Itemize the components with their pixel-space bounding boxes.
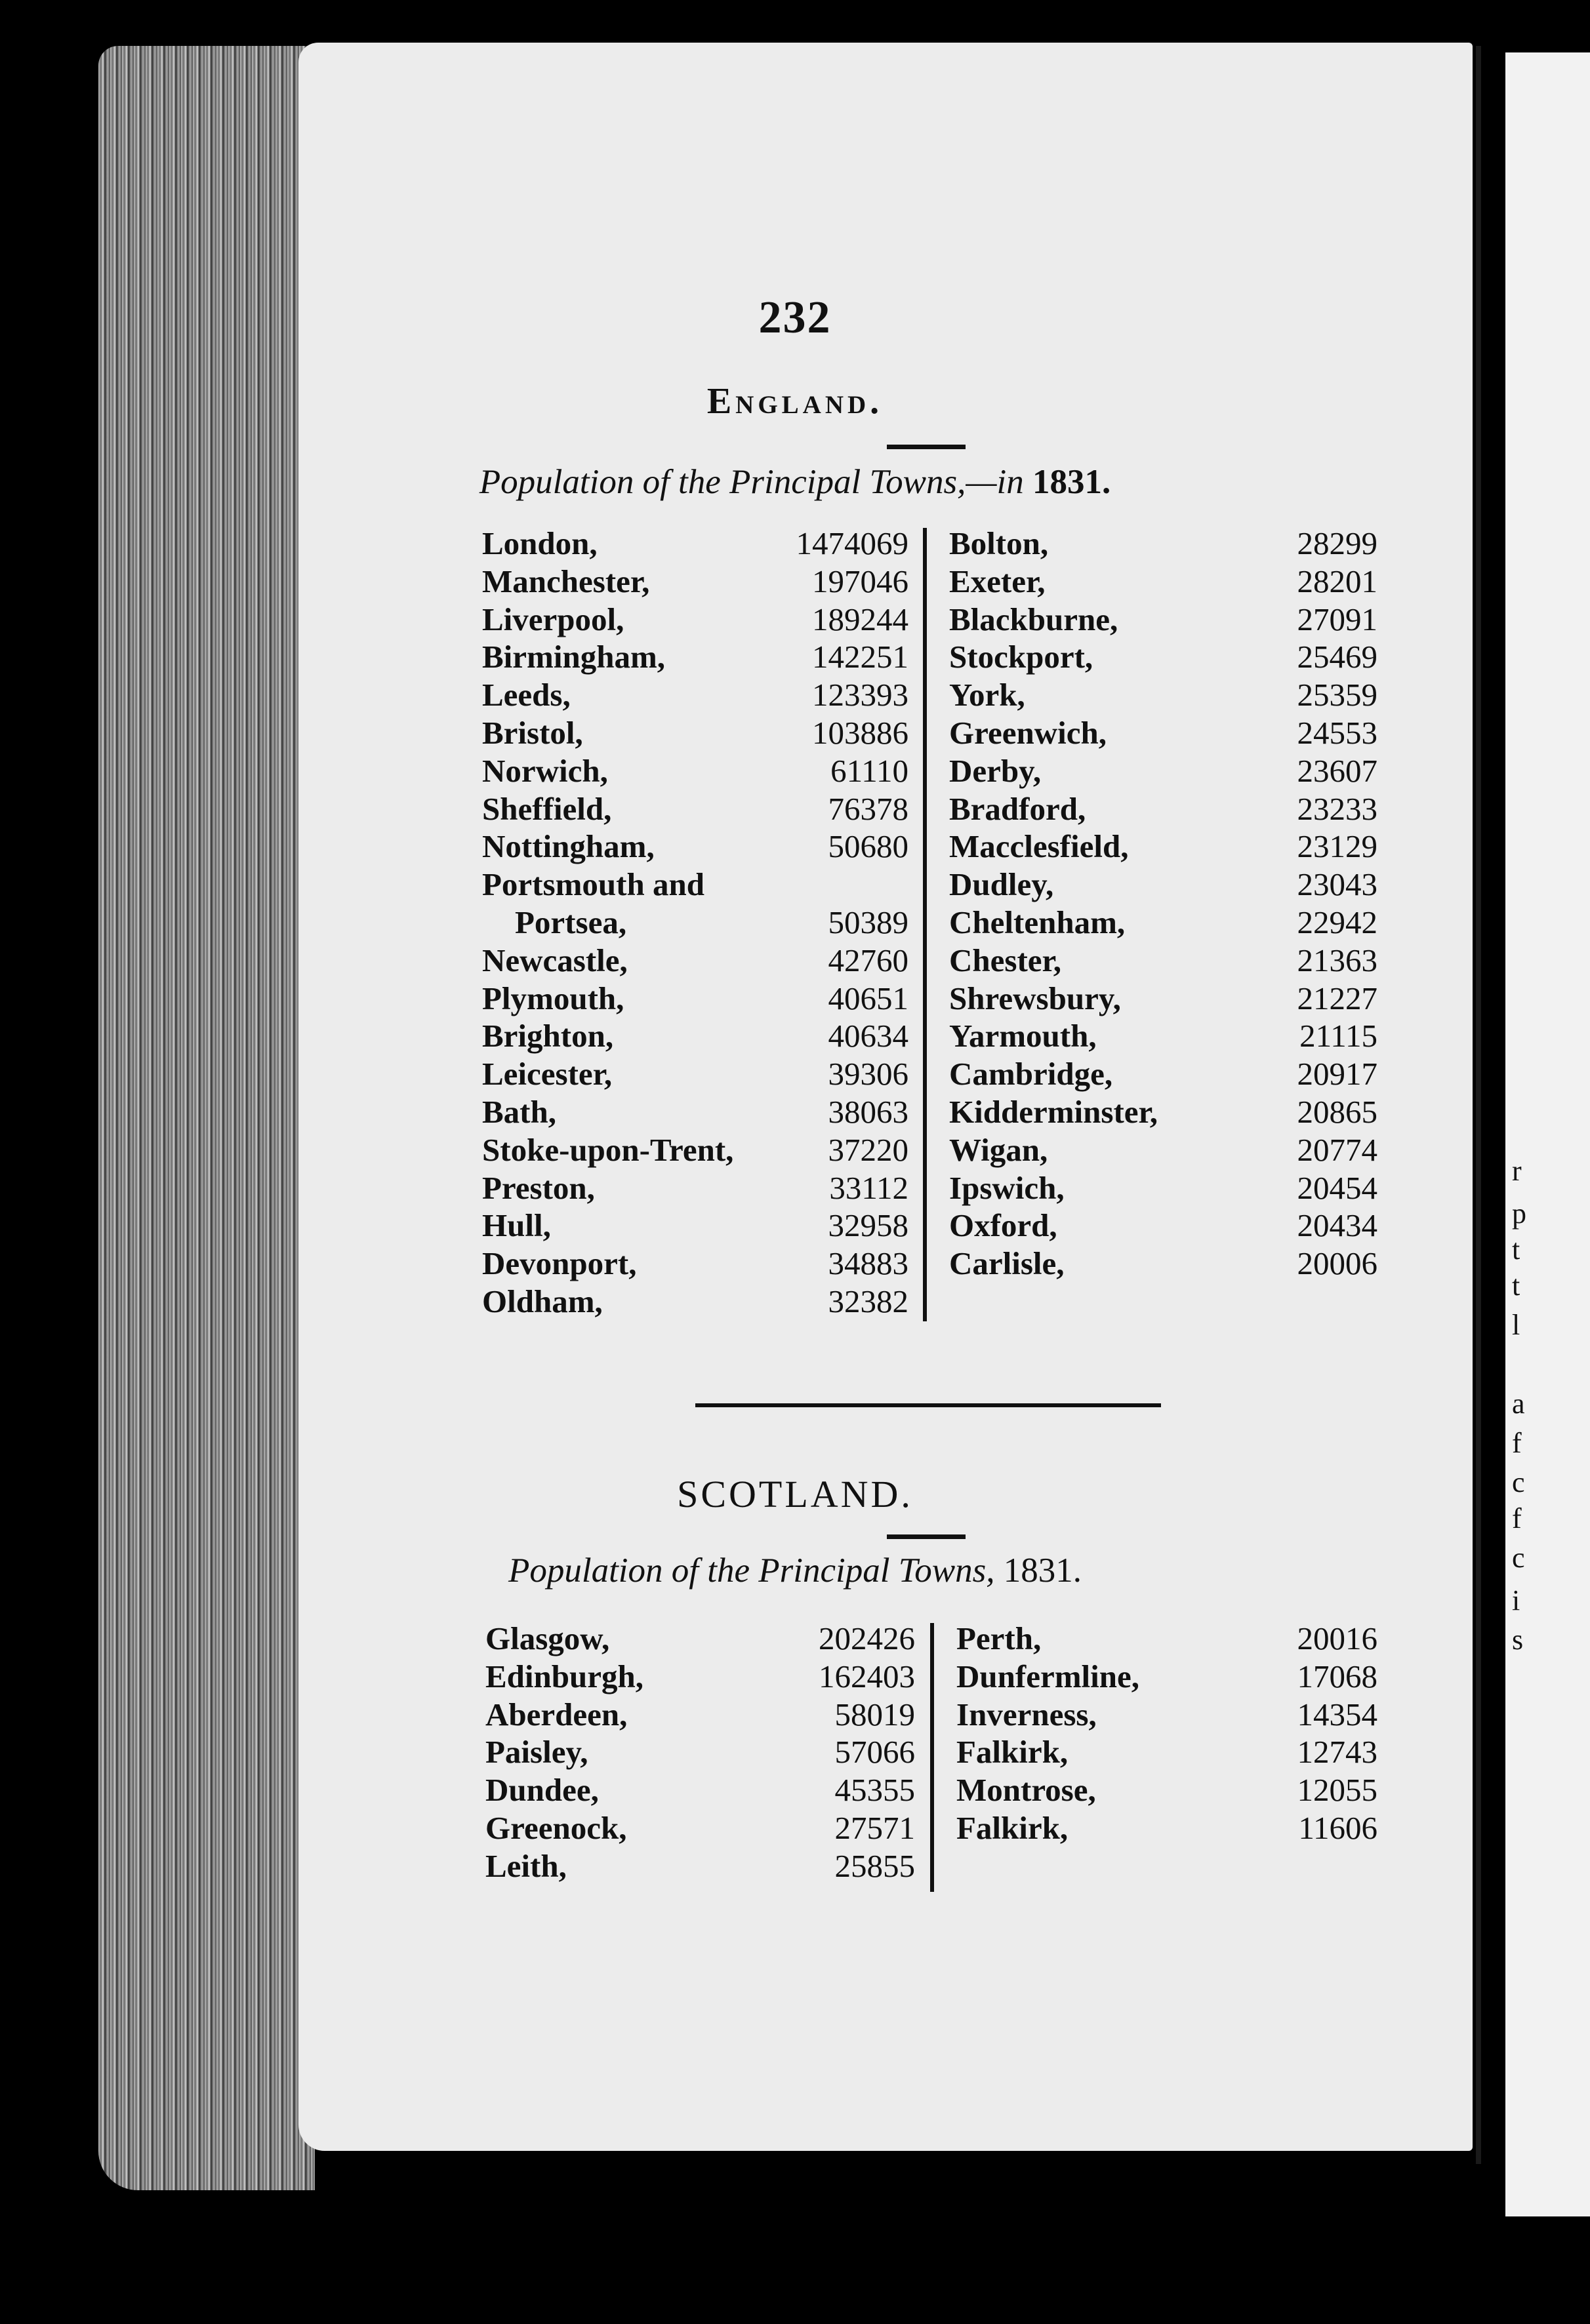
town-name: Bristol,: [482, 715, 583, 751]
town-population: 39306: [828, 1056, 908, 1092]
section-divider-rule: [695, 1403, 1161, 1407]
town-name: Bolton,: [949, 525, 1049, 561]
town-name: Stockport,: [949, 639, 1093, 675]
town-population: 189244: [812, 601, 908, 637]
town-name: Liverpool,: [482, 601, 624, 637]
scotland-town-row: [485, 1847, 915, 1885]
scotland-subtitle-text: Population of the Principal Towns,: [508, 1552, 995, 1590]
town-name: Blackburne,: [949, 601, 1118, 637]
town-name: Aberdeen,: [485, 1696, 628, 1733]
england-town-row: [949, 752, 1377, 790]
town-name: Dunfermline,: [956, 1658, 1139, 1694]
scotland-town-row: [956, 1696, 1377, 1734]
england-town-row: [482, 525, 908, 563]
england-heading-rule: [887, 445, 966, 449]
town-population: 14354: [1297, 1696, 1377, 1733]
england-town-row: [949, 1131, 1377, 1169]
england-town-row: [949, 1093, 1377, 1131]
town-population: 50389: [828, 904, 908, 940]
town-population: 21115: [1299, 1018, 1377, 1054]
facing-page-fragment: l: [1512, 1309, 1520, 1341]
scotland-subtitle: [0, 1551, 1590, 1590]
town-population: 61110: [830, 752, 908, 789]
scotland-town-row: [485, 1733, 915, 1771]
town-name: Derby,: [949, 752, 1042, 789]
scotland-town-row: [956, 1658, 1377, 1696]
town-name: Cambridge,: [949, 1056, 1113, 1092]
town-name: Stoke-upon-Trent,: [482, 1131, 734, 1168]
town-population: 202426: [819, 1620, 915, 1656]
town-population: 40634: [828, 1018, 908, 1054]
england-town-row: [949, 525, 1377, 563]
facing-page-fragment: f: [1512, 1427, 1522, 1459]
town-population: 27091: [1297, 601, 1377, 637]
town-name: Brighton,: [482, 1018, 614, 1054]
scotland-subtitle-year: 1831.: [1003, 1552, 1082, 1590]
town-population: 32382: [828, 1283, 908, 1319]
england-town-row: [949, 676, 1377, 714]
facing-page-fragment: p: [1512, 1197, 1526, 1230]
town-population: 12743: [1297, 1734, 1377, 1771]
page-gutter: [1476, 46, 1481, 2164]
town-population: 20917: [1297, 1056, 1377, 1092]
town-population: 20006: [1297, 1245, 1377, 1282]
town-population: 25469: [1297, 639, 1377, 675]
england-town-row: [482, 714, 908, 752]
town-name: Manchester,: [482, 563, 650, 599]
town-population: 1474069: [796, 525, 908, 561]
town-population: 33112: [829, 1169, 908, 1206]
town-name: London,: [482, 525, 598, 561]
england-town-row: [482, 1093, 908, 1131]
town-population: 58019: [834, 1696, 915, 1733]
town-name: Leith,: [485, 1847, 567, 1884]
england-town-row: [949, 1017, 1377, 1055]
town-population: 123393: [812, 677, 908, 713]
town-population: 28299: [1297, 525, 1377, 561]
town-population: 21363: [1297, 942, 1377, 978]
book-edges: [98, 46, 315, 2190]
england-town-row: [482, 866, 908, 904]
town-population: 21227: [1297, 980, 1377, 1016]
facing-page-fragment: t: [1512, 1233, 1520, 1266]
facing-page-fragment: r: [1512, 1155, 1522, 1187]
scotland-column-divider: [930, 1623, 934, 1892]
town-population: 23129: [1297, 828, 1377, 865]
town-population: 103886: [812, 715, 908, 751]
scotland-town-row: [485, 1771, 915, 1809]
england-town-row: [949, 980, 1377, 1018]
scotland-heading: SCOTLAND.: [677, 1473, 913, 1515]
england-town-row: [482, 1131, 908, 1169]
town-name: Bath,: [482, 1094, 557, 1130]
facing-page: [1505, 52, 1590, 2216]
town-population: 25855: [834, 1847, 915, 1884]
england-column-divider: [923, 528, 927, 1321]
town-name: Cheltenham,: [949, 904, 1126, 940]
england-subtitle: [0, 462, 1590, 502]
town-population: 162403: [819, 1658, 915, 1694]
town-population: 57066: [834, 1734, 915, 1771]
england-town-row: [949, 1169, 1377, 1207]
town-name: Chester,: [949, 942, 1062, 978]
england-town-row: [482, 904, 908, 942]
town-name: Shrewsbury,: [949, 980, 1121, 1016]
town-name: Oxford,: [949, 1207, 1057, 1244]
town-name: Newcastle,: [482, 942, 628, 978]
town-population: 42760: [828, 942, 908, 978]
town-name: Leeds,: [482, 677, 571, 713]
town-name: York,: [949, 677, 1025, 713]
town-name: Edinburgh,: [485, 1658, 644, 1694]
scotland-population-table: [485, 1620, 1384, 1895]
town-name: Perth,: [956, 1620, 1042, 1656]
town-population: 20774: [1297, 1131, 1377, 1168]
town-population: 23043: [1297, 866, 1377, 903]
town-name: Oldham,: [482, 1283, 603, 1319]
england-town-row: [482, 1169, 908, 1207]
town-population: 20454: [1297, 1169, 1377, 1206]
england-town-row: [482, 1245, 908, 1283]
facing-page-fragment: c: [1512, 1466, 1525, 1498]
town-population: 40651: [828, 980, 908, 1016]
town-name: Yarmouth,: [949, 1018, 1097, 1054]
town-population: 76378: [828, 790, 908, 827]
town-population: 12055: [1297, 1772, 1377, 1809]
scotland-town-row: [956, 1771, 1377, 1809]
town-population: 11606: [1298, 1810, 1377, 1846]
england-subtitle-year: 1831.: [1032, 463, 1111, 501]
england-town-row: [482, 828, 908, 866]
town-population: 142251: [812, 639, 908, 675]
facing-page-fragment: a: [1512, 1388, 1525, 1420]
town-population: 197046: [812, 563, 908, 599]
town-name: Hull,: [482, 1207, 551, 1244]
england-town-row: [482, 790, 908, 828]
facing-page-fragment: t: [1512, 1270, 1520, 1302]
england-town-row: [949, 828, 1377, 866]
england-town-row: [482, 1283, 908, 1321]
scotland-town-row: [485, 1620, 915, 1658]
facing-page-fragment: c: [1512, 1542, 1525, 1574]
town-population: 22942: [1297, 904, 1377, 940]
england-heading: England.: [706, 381, 884, 422]
scotland-town-row: [956, 1620, 1377, 1658]
england-town-row: [482, 942, 908, 980]
town-population: 17068: [1297, 1658, 1377, 1694]
england-town-row: [949, 1055, 1377, 1093]
town-name: Dudley,: [949, 866, 1054, 903]
town-name: Portsea,: [515, 904, 627, 940]
scotland-town-row: [485, 1658, 915, 1696]
england-town-row: [949, 1245, 1377, 1283]
scotland-town-row: [485, 1696, 915, 1734]
town-name: Paisley,: [485, 1734, 588, 1771]
town-name: Falkirk,: [956, 1734, 1069, 1771]
scotland-heading-rule: [887, 1534, 966, 1539]
scotland-town-row: [956, 1809, 1377, 1847]
town-population: 32958: [828, 1207, 908, 1244]
town-population: 34883: [828, 1245, 908, 1282]
town-population: 20016: [1297, 1620, 1377, 1656]
england-town-row: [949, 1207, 1377, 1245]
england-town-row: [949, 790, 1377, 828]
town-name: Exeter,: [949, 563, 1046, 599]
town-name: Plymouth,: [482, 980, 624, 1016]
town-name: Devonport,: [482, 1245, 637, 1282]
town-population: 37220: [828, 1131, 908, 1168]
scotland-town-row: [485, 1809, 915, 1847]
town-name: Greenwich,: [949, 715, 1107, 751]
england-town-row: [949, 638, 1377, 676]
facing-page-fragment: f: [1512, 1502, 1522, 1534]
town-population: 20434: [1297, 1207, 1377, 1244]
england-town-row: [949, 563, 1377, 601]
england-town-row: [482, 1017, 908, 1055]
town-name: Norwich,: [482, 752, 608, 789]
england-town-row: [949, 942, 1377, 980]
england-town-row: [482, 980, 908, 1018]
town-name: Glasgow,: [485, 1620, 610, 1656]
town-name: Ipswich,: [949, 1169, 1065, 1206]
town-name: Leicester,: [482, 1056, 613, 1092]
town-name: Preston,: [482, 1169, 595, 1206]
england-town-row: [482, 563, 908, 601]
england-town-row: [482, 1207, 908, 1245]
england-town-row: [949, 904, 1377, 942]
town-name: Wigan,: [949, 1131, 1048, 1168]
town-population: 50680: [828, 828, 908, 865]
england-town-row: [949, 866, 1377, 904]
town-name: Greenock,: [485, 1810, 627, 1846]
town-population: 38063: [828, 1094, 908, 1130]
england-population-table: [482, 525, 1381, 1325]
england-subtitle-text: Population of the Principal Towns,—in: [479, 463, 1024, 501]
town-name: Bradford,: [949, 790, 1086, 827]
town-population: 24553: [1297, 715, 1377, 751]
town-name: Portsmouth and: [482, 866, 704, 903]
town-population: 25359: [1297, 677, 1377, 713]
town-name: Macclesfield,: [949, 828, 1129, 865]
town-name: Sheffield,: [482, 790, 612, 827]
england-town-row: [949, 714, 1377, 752]
town-population: 23607: [1297, 752, 1377, 789]
town-name: Carlisle,: [949, 1245, 1065, 1282]
england-town-row: [949, 601, 1377, 639]
town-name: Falkirk,: [956, 1810, 1069, 1846]
town-population: 45355: [834, 1772, 915, 1809]
england-town-row: [482, 676, 908, 714]
england-town-row: [482, 638, 908, 676]
town-population: 23233: [1297, 790, 1377, 827]
facing-page-fragment: s: [1512, 1624, 1524, 1656]
page-number: 232: [758, 292, 832, 343]
town-name: Kidderminster,: [949, 1094, 1158, 1130]
england-town-row: [482, 1055, 908, 1093]
town-population: 20865: [1297, 1094, 1377, 1130]
facing-page-fragment: i: [1512, 1584, 1520, 1616]
england-town-row: [482, 752, 908, 790]
town-population: 28201: [1297, 563, 1377, 599]
town-name: Montrose,: [956, 1772, 1096, 1809]
england-town-row: [482, 601, 908, 639]
town-name: Inverness,: [956, 1696, 1097, 1733]
scotland-town-row: [956, 1733, 1377, 1771]
town-population: 27571: [834, 1810, 915, 1846]
town-name: Nottingham,: [482, 828, 655, 865]
town-name: Dundee,: [485, 1772, 599, 1809]
town-name: Birmingham,: [482, 639, 666, 675]
